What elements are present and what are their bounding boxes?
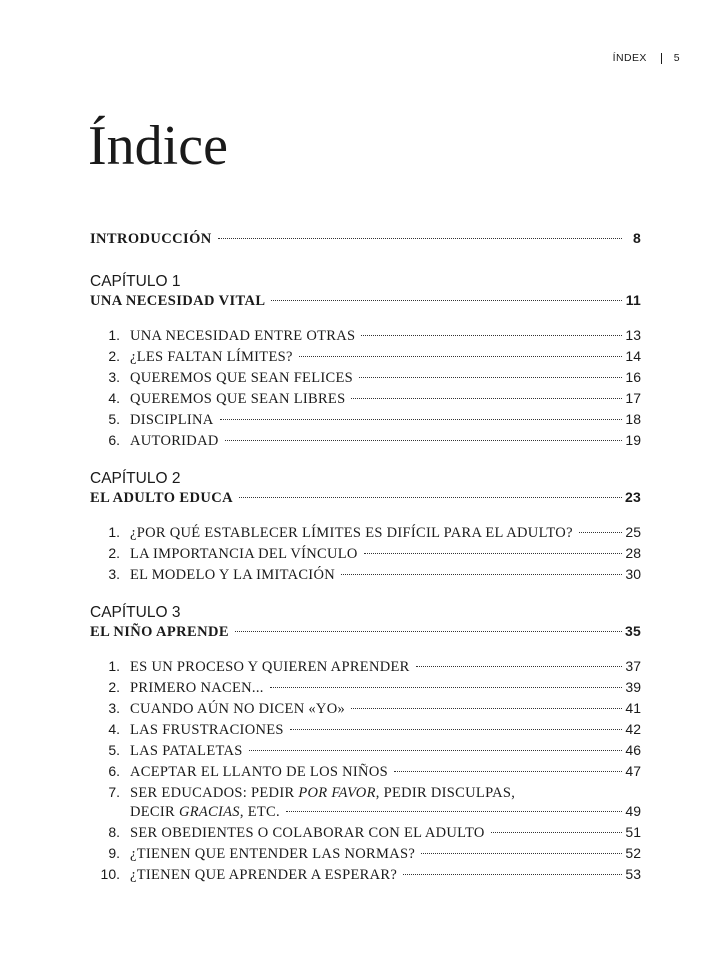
toc-entry-page: 17 [625,390,641,406]
toc-entry-number: 1. [108,327,120,343]
chapter-title-entry[interactable] [90,292,641,313]
page-title: Índice [88,115,228,177]
toc-entry-label: EL NIÑO APRENDE [90,624,229,640]
toc-entry[interactable] [90,742,641,763]
toc-entry[interactable] [90,845,641,866]
toc-entry-page: 8 [633,230,641,246]
toc-entry-label: QUEREMOS QUE SEAN LIBRES [130,391,346,407]
toc-entry-number: 10. [100,866,120,882]
toc-entry-label: DECIR GRACIAS, ETC. [130,804,280,820]
dot-leader [491,832,622,833]
toc-entry-page: 53 [625,866,641,882]
toc-entry-page: 37 [625,658,641,674]
toc-entry-label: EL MODELO Y LA IMITACIÓN [130,567,335,583]
toc-entry-number: 5. [108,742,120,758]
toc-entry-label: ACEPTAR EL LLANTO DE LOS NIÑOS [130,764,388,780]
dot-leader [299,356,622,357]
toc-entry-number: 9. [108,845,120,861]
toc-entry-page: 19 [625,432,641,448]
chapter-group [90,602,641,887]
dot-leader [359,377,622,378]
toc-entry[interactable] [90,327,641,348]
header-divider [661,53,662,64]
toc-entry[interactable] [90,658,641,679]
toc-entry[interactable] [90,411,641,432]
toc-entry-label: UNA NECESIDAD ENTRE OTRAS [130,328,356,344]
toc-entry-label: ¿TIENEN QUE APRENDER A ESPERAR? [130,867,398,883]
chapter-label: CAPÍTULO 3 [90,604,181,621]
toc-entry-number: 1. [108,524,120,540]
toc-entry-introduction[interactable] [90,230,641,252]
toc-entry-page: 30 [625,566,641,582]
italic-term: GRACIAS [178,804,240,820]
toc-entry-label: UNA NECESIDAD VITAL [90,293,266,309]
toc-entry-number: 8. [108,824,120,840]
toc-entry-page: 14 [625,348,641,364]
header-section: ÍNDEX [612,52,647,64]
toc-entry[interactable] [90,390,641,411]
toc-entry-label: INTRODUCCIÓN [90,231,212,247]
dot-leader [225,440,622,441]
toc-entry-page: 18 [625,411,641,427]
dot-leader [270,687,622,688]
toc-entry-number: 6. [108,432,120,448]
toc-entry[interactable] [90,524,641,545]
dot-leader [416,666,622,667]
toc-entry-number: 3. [108,566,120,582]
toc-entry-number: 7. [108,784,120,800]
dot-leader [341,574,622,575]
running-header [613,50,680,66]
toc-entry-label: LA IMPORTANCIA DEL VÍNCULO [130,546,358,562]
dot-leader [249,750,622,751]
dot-leader [403,874,622,875]
toc-entry[interactable] [90,784,641,803]
dot-leader [271,300,622,301]
toc-entry-page: 11 [625,292,641,308]
toc-entry-page: 13 [625,327,641,343]
toc-entry[interactable] [90,545,641,566]
toc-entry-label: ¿TIENEN QUE ENTENDER LAS NORMAS? [130,846,416,862]
dot-leader [421,853,622,854]
chapter-group [90,271,641,453]
dot-leader [239,497,622,498]
toc-entry-page: 41 [625,700,641,716]
toc-entry-page: 46 [625,742,641,758]
toc-entry-number: 6. [108,763,120,779]
toc-entry[interactable] [90,432,641,453]
dot-leader [351,708,622,709]
chapter-title-entry[interactable] [90,623,641,644]
toc-entry-page: 16 [625,369,641,385]
toc-entry-label: LAS FRUSTRACIONES [130,722,284,738]
toc-entry[interactable] [90,369,641,390]
toc-entry[interactable] [90,348,641,369]
toc-entry-label: QUEREMOS QUE SEAN FELICES [130,370,353,386]
toc-entry-label: ¿POR QUÉ ESTABLECER LÍMITES ES DIFÍCIL PARA EL ADULTO? [130,525,573,541]
toc-entry[interactable] [90,566,641,587]
toc-entry-page: 49 [625,803,641,819]
toc-entry-page: 51 [625,824,641,840]
toc-entry-page: 23 [625,489,641,505]
dot-leader [286,811,622,812]
toc-entry[interactable] [90,721,641,742]
toc-entry-label: DISCIPLINA [130,412,214,428]
toc-entry-number: 4. [108,721,120,737]
dot-leader [364,553,622,554]
toc-entry[interactable] [90,763,641,784]
dot-leader [361,335,622,336]
toc-entry-label: SER EDUCADOS: PEDIR POR FAVOR, PEDIR DISCULPAS, [130,785,516,801]
italic-term: POR FAVOR [298,785,376,801]
toc-entry-page: 25 [625,524,641,540]
header-page-number: 5 [673,52,680,64]
chapter-group [90,468,641,587]
toc-entry[interactable] [90,866,641,887]
toc-entry-label: PRIMERO NACEN... [130,680,264,696]
chapter-label: CAPÍTULO 2 [90,470,181,487]
chapter-label: CAPÍTULO 1 [90,273,181,290]
dot-leader [351,398,622,399]
toc-entry-label: SER OBEDIENTES O COLABORAR CON EL ADULTO [130,825,485,841]
dot-leader [218,238,622,239]
toc-entry-number: 1. [108,658,120,674]
toc-entry-label: ES UN PROCESO Y QUIEREN APRENDER [130,659,410,675]
toc-entry-page: 42 [625,721,641,737]
toc-entry-label: AUTORIDAD [130,433,219,449]
toc-entry-page: 35 [625,623,641,639]
toc-entry-number: 2. [108,348,120,364]
toc-entry-label: EL ADULTO EDUCA [90,490,233,506]
toc-entry-label: ¿LES FALTAN LÍMITES? [130,349,293,365]
chapter-title-entry[interactable] [90,489,641,510]
toc-entry-page: 39 [625,679,641,695]
toc-entry-label: LAS PATALETAS [130,743,243,759]
toc-entry-page: 28 [625,545,641,561]
toc-entry-number: 4. [108,390,120,406]
dot-leader [290,729,622,730]
dot-leader [579,532,622,533]
toc-entry-number: 2. [108,679,120,695]
toc-entry-number: 2. [108,545,120,561]
toc-entry[interactable] [90,700,641,721]
table-of-contents [90,230,641,887]
toc-entry-label: CUANDO AÚN NO DICEN «YO» [130,701,346,717]
toc-entry[interactable] [90,679,641,700]
toc-entry-page: 47 [625,763,641,779]
toc-entry-continuation[interactable] [90,803,641,824]
toc-entry-number: 3. [108,369,120,385]
toc-entry[interactable] [90,824,641,845]
dot-leader [220,419,622,420]
toc-entry-number: 5. [108,411,120,427]
dot-leader [394,771,622,772]
toc-entry-page: 52 [625,845,641,861]
dot-leader [235,631,622,632]
toc-entry-number: 3. [108,700,120,716]
